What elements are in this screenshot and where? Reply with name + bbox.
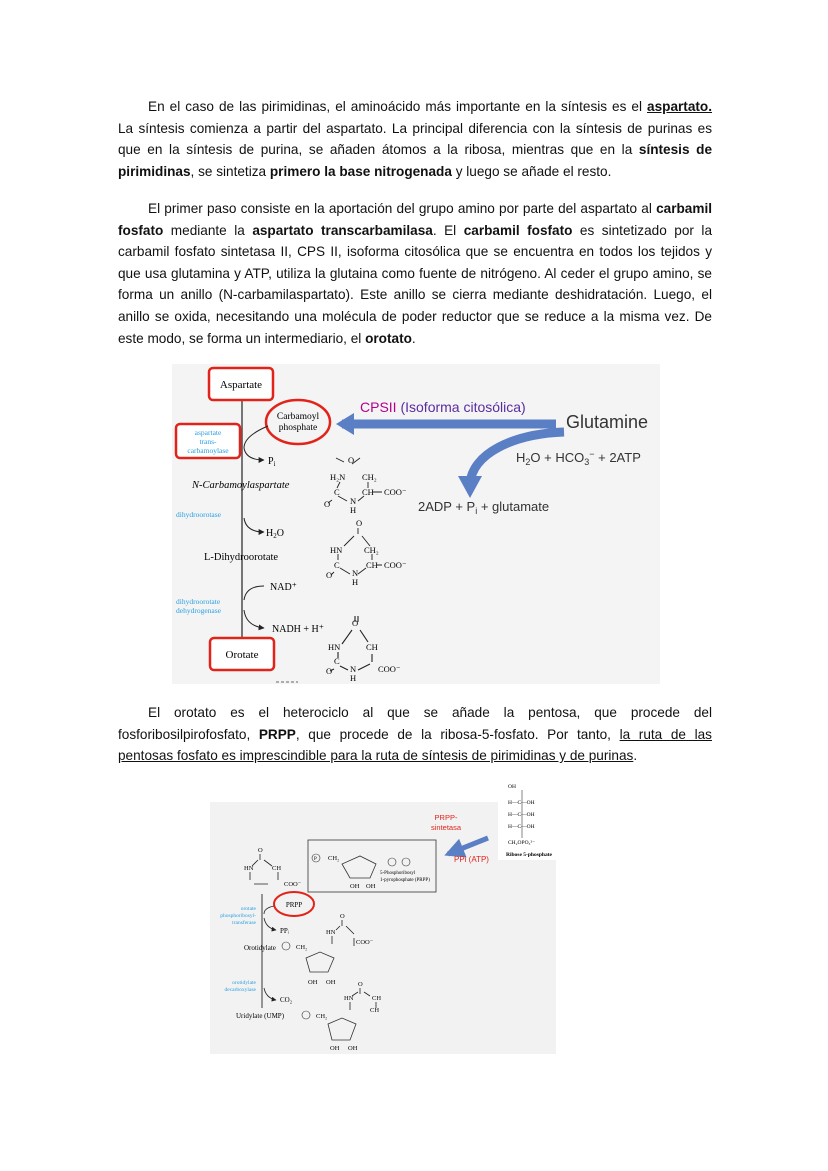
svg-text:CH: CH [272,865,282,872]
svg-text:1-pyrophosphate (PRPP): 1-pyrophosphate (PRPP) [380,878,430,883]
enzyme-opt-line2: phosphoribosyl- [220,913,256,919]
svg-text:N: N [350,664,357,674]
svg-text:O: O [356,518,363,528]
svg-text:CH: CH [372,995,382,1002]
orotate-label: Orotate [225,649,259,661]
paragraph-3: El orotato es el heterociclo al que se añade la pentosa, que procede del fosforibosilpirofosfato, PRPP, que procede de la ribosa-5-fosfato. Por tanto, la ruta de las pentosas fosfato es imprescindible para la ruta de síntesis de pirimidinas y de purinas. [118,705,712,764]
svg-text:CH₂: CH₂ [364,545,379,555]
svg-text:H: H [352,577,359,587]
svg-text:CH₂OPO₃²⁻: CH₂OPO₃²⁻ [508,840,536,846]
cpsii-label: CPSII (Isoforma citosólica) [360,399,526,415]
svg-text:CH₂: CH₂ [296,944,308,951]
svg-text:HN: HN [244,865,254,872]
orotidylate-label: Orotidylate [244,944,276,952]
svg-text:HN: HN [330,545,343,555]
svg-text:OH: OH [330,1045,340,1052]
svg-text:O: O [326,666,333,676]
svg-text:HN: HN [328,642,341,652]
enzyme-opt-line3: transferase [232,920,256,926]
nadh-label: NADH + H⁺ [272,624,325,635]
carbamoyl-label-2: phosphate [278,423,318,433]
co2-label: CO₂ [280,996,293,1004]
glutamine-label: Glutamine [566,412,649,432]
enzyme3-line1: dihydroorotate [176,597,221,606]
ribose5p-label: Ribose 5-phosphate [506,852,552,858]
svg-text:COO⁻: COO⁻ [284,881,302,888]
enzyme-dihydroorotase: dihydroorotase [176,510,221,519]
l-dihydroorotate-label: L-Dihydroorotate [204,552,279,563]
enzyme-opt-line1: orotate [240,906,256,912]
svg-text:OH: OH [508,784,516,790]
svg-text:H—C—OH: H—C—OH [508,812,535,818]
svg-text:O: O [324,499,331,509]
svg-text:HN: HN [326,929,336,936]
svg-text:OH: OH [350,883,360,890]
paragraph-1: En el caso de las pirimidinas, el aminoácido más importante en la síntesis es el aspartato. La síntesis comienza a partir del aspartato. La principal diferencia con la síntesis de purinas es que en la síntesis de purina, se añaden átomos a la ribosa, mientras que en la síntesis de pirimidinas, se sintetiza primero la base nitrogenada y luego se añade el resto. [118,99,713,179]
svg-text:COO⁻: COO⁻ [384,487,407,497]
uridylate-label: Uridylate (UMP) [236,1012,285,1020]
svg-text:CH₂: CH₂ [316,1013,328,1020]
svg-text:OH: OH [348,1045,358,1052]
pi-label: $P_i$ [268,456,276,468]
svg-text:O: O [326,570,333,580]
carbamoyl-label-1: Carbamoyl [276,412,320,422]
svg-text:H—C—OH: H—C—OH [508,824,535,830]
ribose-panel [498,778,556,860]
prpp-synthetase-label-2: sintetasa [430,823,462,832]
svg-text:CH: CH [366,642,378,652]
svg-text:5-Phosphoribosyl: 5-Phosphoribosyl [380,871,416,876]
enzyme-odc-line2: decarboxylase [224,987,256,993]
svg-text:CH: CH [362,487,374,497]
ppi-label: PPᵢ [280,927,289,935]
enzyme3-line2: dehydrogenase [176,606,221,615]
svg-text:H—C—OH: H—C—OH [508,800,535,806]
n-carbamoylaspartate-label: N-Carbamoylaspartate [192,480,290,491]
svg-text:P: P [314,857,317,862]
svg-text:COO⁻: COO⁻ [378,664,401,674]
products-label: $2ADP + P_i$ + glutamate [418,499,550,516]
paragraph-2: El primer paso consiste en la aportación del grupo amino por parte del aspartato al carbamil fosfato mediante la aspartato transcarbamilasa. El carbamil fosfato es sintetizado por la carbamil fosfato sintetasa II, CPS II, isoforma citosólica que se encuentra en todos los tejidos y que usa glutamina y ATP, utiliza la glutaina como fuente de nitrógeno. Al ceder el grupo amino, se forma un anillo (N-carbamilaspartato). Este anillo se cierra mediante deshidratación. Luego, el anillo se oxida, necesitando una molécula de poder reductor que se reduce a la misma vez. De este modo, se forma un intermediario, el orotato. [118,201,712,346]
svg-text:OH: OH [326,979,336,986]
svg-text:O: O [258,847,263,854]
svg-text:OH: OH [308,979,318,986]
prpp-synthetase-label-1: PRPP- [434,813,458,822]
svg-text:CH: CH [366,560,378,570]
prpp-label: PRPP [285,901,303,909]
svg-text:N: N [352,568,359,578]
enzyme1-line2: trans- [199,437,217,446]
enzyme1-line3: carbamoylase [187,446,229,455]
enzyme1-line1: aspartate [194,428,222,437]
svg-text:CH₂: CH₂ [328,855,340,862]
svg-text:O: O [348,455,355,465]
reactants-label: $H_2O + HCO_3^- + 2ATP$ [516,449,641,467]
svg-text:N: N [350,496,357,506]
svg-text:OH: OH [366,883,376,890]
ppi-atp-label: PPi (ATP) [454,855,489,864]
aspartate-label: Aspartate [219,379,263,391]
h2o-label: $H_2O$ [266,528,284,540]
svg-text:COO⁻: COO⁻ [356,939,374,946]
pyrimidine-synthesis-figure [172,364,660,684]
svg-text:O: O [358,981,363,988]
svg-text:O: O [352,618,359,628]
svg-text:CH₂: CH₂ [362,472,377,482]
svg-text:O: O [340,913,345,920]
svg-text:C: C [334,656,340,666]
svg-text:H: H [350,505,357,515]
svg-text:HN: HN [344,995,354,1002]
svg-text:H₂N: H₂N [330,472,346,482]
orotate-to-ump-figure [210,778,556,1054]
svg-text:C: C [334,560,340,570]
svg-text:CH: CH [370,1007,380,1014]
svg-text:H: H [350,673,357,683]
enzyme-odc-line1: orotidylate [232,980,256,986]
svg-text:C: C [334,487,340,497]
nad-label: NAD⁺ [270,582,297,593]
svg-text:COO⁻: COO⁻ [384,560,407,570]
